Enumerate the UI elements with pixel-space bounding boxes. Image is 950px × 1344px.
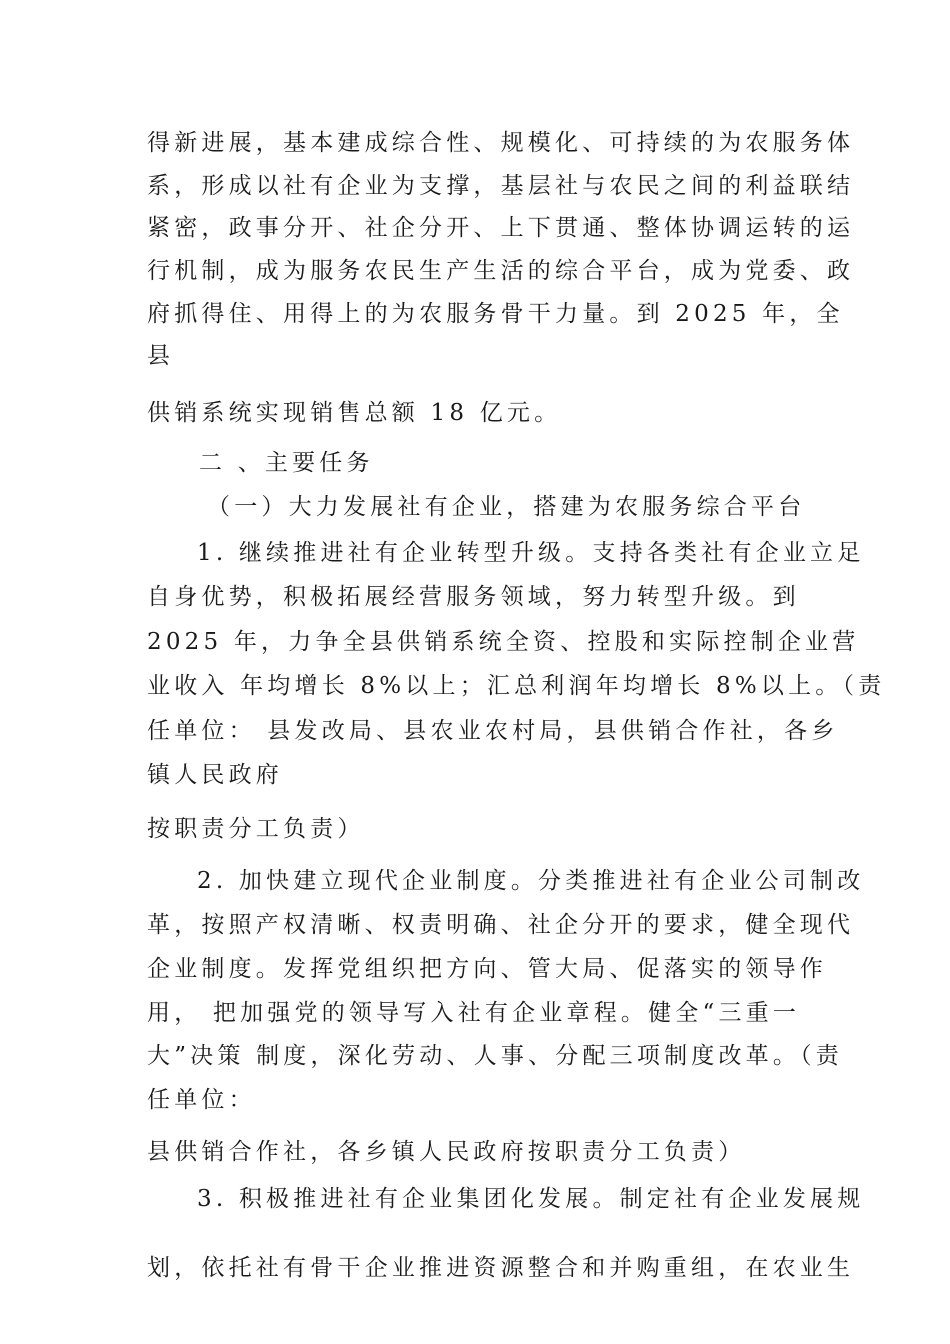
text-line-23: 县供销合作社，各乡镇人民政府按职责分工负责）: [147, 1139, 746, 1165]
text-line-21: 大”决策 制度，深化劳动、人事、分配三项制度改革。（责: [147, 1043, 843, 1069]
text-line-10: 1. 继续推进社有企业转型升级。支持各类社有企业立足: [197, 540, 865, 566]
text-line-5: 府抓得住、用得上的为农服务骨干力量。到 2025 年，全: [147, 301, 844, 327]
text-line-22: 任单位：: [147, 1087, 256, 1113]
subsection-heading: （一）大力发展社有企业，搭建为农服务综合平台: [207, 494, 806, 520]
section-heading: 二 、主要任务: [199, 450, 374, 476]
text-line-6: 县: [147, 343, 175, 369]
text-line-25: 划，依托社有骨干企业推进资源整合和并购重组，在农业生: [147, 1255, 855, 1281]
text-line-20: 用， 把加强党的领导写入社有企业章程。健全“三重一: [147, 1000, 801, 1026]
text-line-2: 系，形成以社有企业为支撑，基层社与农民之间的利益联结: [147, 173, 855, 199]
text-line-19: 企业制度。发挥党组织把方向、管大局、促落实的领导作: [147, 956, 827, 982]
text-line-13: 业收入 年均增长 8%以上；汇总利润年均增长 8%以上。（责: [147, 673, 886, 699]
text-line-18: 革，按照产权清晰、权责明确、社企分开的要求，健全现代: [147, 912, 855, 938]
text-line-11: 自身优势，积极拓展经营服务领域，努力转型升级。到: [147, 584, 800, 610]
text-line-16: 按职责分工负责）: [147, 816, 365, 842]
text-line-4: 行机制，成为服务农民生产生活的综合平台，成为党委、政: [147, 258, 855, 284]
text-line-7: 供销系统实现销售总额 18 亿元。: [147, 400, 562, 426]
text-line-17: 2. 加快建立现代企业制度。分类推进社有企业公司制改: [197, 868, 865, 894]
text-line-15: 镇人民政府: [147, 762, 283, 788]
text-line-24: 3. 积极推进社有企业集团化发展。制定社有企业发展规: [197, 1186, 865, 1212]
text-line-14: 任单位： 县发改局、县农业农村局，县供销合作社，各乡: [147, 718, 839, 744]
text-line-3: 紧密，政事分开、社企分开、上下贯通、整体协调运转的运: [147, 215, 855, 241]
text-line-12: 2025 年，力争全县供销系统全资、控股和实际控制企业营: [147, 629, 860, 655]
text-line-1: 得新进展，基本建成综合性、规模化、可持续的为农服务体: [147, 130, 855, 156]
